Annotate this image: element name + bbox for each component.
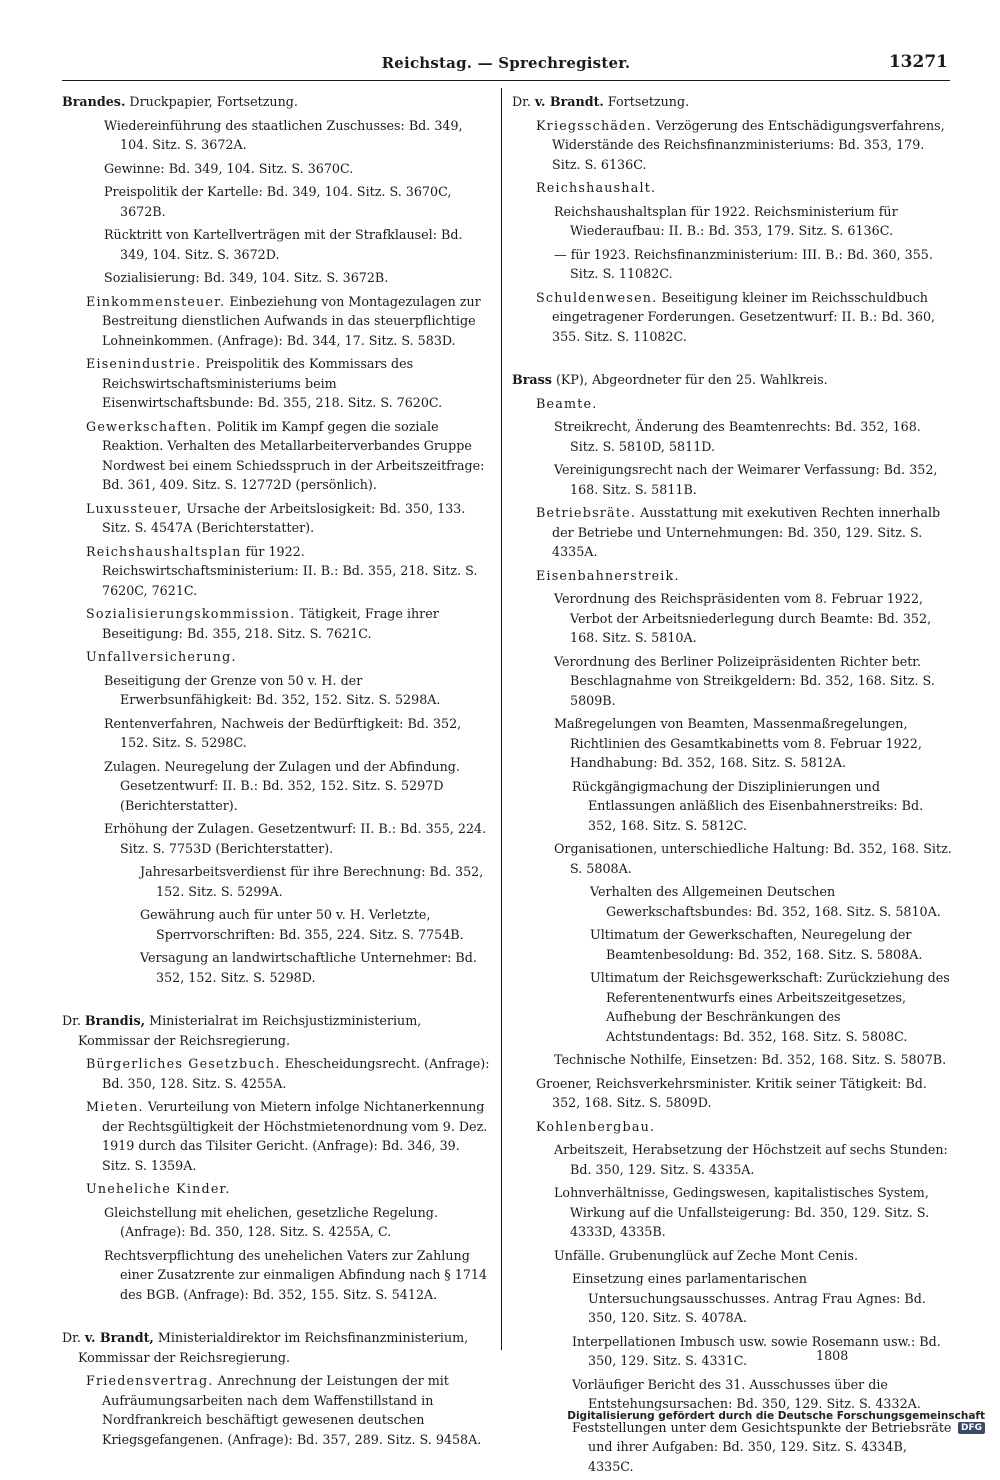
entry-text: Maßregelungen von Beamten, Massenmaßregelungen, Richtlinien des Gesamtkabinetts vom 8. Februar 1922, Handhabung: Bd. 352, 168. Sitz. S. 5812A.: [554, 716, 922, 770]
index-entry: [62, 417, 492, 495]
entry-text: Wiedereinführung des staatlichen Zuschusses: Bd. 349, 104. Sitz. S. 3672A.: [104, 117, 463, 152]
index-entry: [512, 777, 952, 836]
index-entry: [512, 589, 952, 648]
index-entry: [62, 1054, 492, 1093]
column-divider: [501, 88, 502, 1350]
index-entry: [62, 1097, 492, 1175]
topic-label: Einkommensteuer.: [86, 293, 226, 309]
entry-text: Gleichstellung mit ehelichen, gesetzliche Regelung. (Anfrage): Bd. 350, 128. Sitz. S. 4255A, C.: [104, 1204, 438, 1239]
entry-text: Einbeziehung von Montagezulagen zur Bestreitung dienstlichen Aufwands in das steuerpflichtige Lohneinkommen. (Anfrage): Bd. 344, 17. Sitz. S. 583D.: [102, 293, 481, 348]
entry-text: Politik im Kampf gegen die soziale Reaktion. Verhalten des Metallarbeiterverbandes Gruppe Nordwest bei einem Schiedsspruch in der Arbeitszeitfrage: Bd. 361, 409. Sitz. S. 12772D (persönlich).: [102, 418, 485, 492]
entry-text: — für 1923. Reichsfinanzministerium: III. B.: Bd. 360, 355. Sitz. S. 11082C.: [554, 246, 933, 281]
page-number: 13271: [888, 52, 948, 72]
entry-text: für 1922. Reichswirtschaftsministerium: II. B.: Bd. 355, 218. Sitz. S. 7620C, 7621C.: [102, 543, 478, 598]
entry-text: Ausstattung mit exekutiven Rechten innerhalb der Betriebe und Unternehmungen: Bd. 350, 129. Sitz. S. 4335A.: [552, 505, 941, 559]
entry-text: Technische Nothilfe, Einsetzen: Bd. 352, 168. Sitz. S. 5807B.: [554, 1052, 947, 1067]
entry-text: Organisationen, unterschiedliche Haltung: Bd. 352, 168. Sitz. S. 5808A.: [554, 841, 952, 876]
topic-label: Betriebsräte.: [536, 505, 637, 520]
index-entry: [62, 292, 492, 351]
topic-label: Luxussteuer,: [86, 500, 183, 516]
entry-text: Ultimatum der Reichsgewerkschaft: Zurückziehung des Referentenentwurfs eines Arbeitszeitgesetzes, Aufhebung der Beschränkungen des Achtstundentags: Bd. 352, 168. Sitz. S. 5808C.: [590, 970, 950, 1044]
person-name: v. Brandt,: [84, 1330, 154, 1345]
entry-text: Verordnung des Berliner Polizeipräsidenten Richter betr. Beschlagnahme von Streikgeldern: Bd. 352, 168. Sitz. S. 5809B.: [554, 653, 935, 708]
entry-text: Groener, Reichsverkehrsminister. Kritik seiner Tätigkeit: Bd. 352, 168. Sitz. S. 5809D.: [536, 1075, 927, 1110]
index-entry: [62, 182, 492, 221]
entry-text: Streikrecht, Änderung des Beamtenrechts: Bd. 352, 168. Sitz. S. 5810D, 5811D.: [554, 419, 921, 454]
index-entry: [62, 354, 492, 413]
index-entry: [512, 1332, 952, 1371]
entry-text: Anrechnung der Leistungen der mit Aufräumungsarbeiten nach dem Waffenstillstand in Nordfrankreich beschäftigt gewesenen deutschen Kriegsgefangenen. (Anfrage): Bd. 357, 289. Sitz. S. 9458A.: [102, 1373, 482, 1447]
entry-text: Verhalten des Allgemeinen Deutschen Gewerkschaftsbundes: Bd. 352, 168. Sitz. S. 5810A.: [590, 884, 941, 919]
entry-text: Gewährung auch für unter 50 v. H. Verletzte, Sperrvorschriften: Bd. 355, 224. Sitz. S. 7754B.: [140, 907, 464, 942]
index-entry: [512, 288, 952, 347]
index-entry: [512, 1074, 952, 1113]
index-entry: [62, 159, 492, 179]
topic-label: Reichshaushaltsplan: [86, 543, 242, 559]
entry-text: Ministerialdirektor im Reichsfinanzministerium, Kommissar der Reichsregierung.: [78, 1330, 469, 1365]
name-prefix: Dr.: [512, 94, 531, 109]
index-heading: [62, 1011, 492, 1050]
index-entry: [62, 1246, 492, 1305]
entry-text: Ehescheidungsrecht. (Anfrage): Bd. 350, 128. Sitz. S. 4255A.: [102, 1056, 490, 1091]
index-entry: [62, 905, 492, 944]
index-entry: [62, 604, 492, 643]
index-entry: [512, 925, 952, 964]
entry-text: Ministerialrat im Reichsjustizministerium, Kommissar der Reichsregierung.: [78, 1013, 422, 1048]
entry-text: Erhöhung der Zulagen. Gesetzentwurf: II. B.: Bd. 355, 224. Sitz. S. 7753D (Berichterstatter).: [104, 821, 487, 856]
person-name: Brass: [512, 372, 552, 387]
name-prefix: Dr.: [62, 1330, 81, 1345]
entry-text: Beseitigung kleiner im Reichsschuldbuch eingetragener Forderungen. Gesetzentwurf: II. B.: Bd. 360, 355. Sitz. S. 11082C.: [552, 289, 936, 344]
index-entry: [512, 1269, 952, 1328]
index-entry: [62, 647, 492, 667]
index-entry: [512, 202, 952, 241]
entry-text: Fortsetzung.: [607, 94, 690, 109]
index-entry: [512, 882, 952, 921]
index-entry: [512, 652, 952, 711]
entry-text: Rückgängigmachung der Disziplinierungen und Entlassungen anläßlich des Eisenbahnerstreiks: Bd. 352, 168. Sitz. S. 5812C.: [572, 778, 924, 833]
topic-label: Unfallversicherung.: [86, 649, 237, 664]
topic-label: Kriegsschäden.: [536, 117, 652, 133]
entry-text: Ursache der Arbeitslosigkeit: Bd. 350, 133. Sitz. S. 4547A (Berichterstatter).: [102, 500, 466, 535]
entry-text: Zulagen. Neuregelung der Zulagen und der Abfindung. Gesetzentwurf: II. B.: Bd. 352, 152. Sitz. S. 5297D (Berichterstatter).: [104, 758, 460, 813]
entry-text: Feststellungen unter dem Gesichtspunkte der Betriebsräte und ihrer Aufgaben: Bd. 350, 129. Sitz. S. 4334B, 4335C.: [572, 1419, 952, 1474]
index-entry: [512, 503, 952, 562]
footer: [560, 1410, 985, 1434]
index-entry: [512, 839, 952, 878]
entry-text: Vorläufiger Bericht des 31. Ausschusses über die Entstehungsursachen: Bd. 350, 129. Sitz. S. 4332A.: [572, 1376, 921, 1411]
entry-text: Jahresarbeitsverdienst für ihre Berechnung: Bd. 352, 152. Sitz. S. 5299A.: [140, 864, 484, 899]
topic-label: Eisenindustrie.: [86, 356, 202, 371]
index-entry: [512, 1050, 952, 1070]
index-entry: [512, 566, 952, 586]
index-entry: [62, 714, 492, 753]
bottom-number: 1808: [816, 1348, 849, 1363]
index-entry: [512, 714, 952, 773]
entry-text: Verurteilung von Mietern infolge Nichtanerkennung der Rechtsgültigkeit der Höchstmietenordnung vom 9. Dez. 1919 durch das Tilsiter Gericht. (Anfrage): Bd. 346, 39. Sitz. S. 1359A.: [102, 1099, 488, 1173]
index-entry: [512, 460, 952, 499]
entry-text: Druckpapier, Fortsetzung.: [129, 94, 298, 109]
topic-label: Gewerkschaften.: [86, 418, 213, 434]
topic-label: Friedensvertrag.: [86, 1373, 214, 1388]
index-heading: [512, 92, 952, 112]
index-heading: [62, 1328, 492, 1367]
topic-label: Kohlenbergbau.: [536, 1118, 656, 1134]
person-name: Brandis,: [84, 1013, 146, 1028]
entry-text: Gewinne: Bd. 349, 104. Sitz. S. 3670C.: [104, 160, 354, 176]
person-name: Brandes.: [62, 94, 126, 109]
right-column: [512, 92, 952, 1480]
name-prefix: Dr.: [62, 1013, 81, 1028]
topic-label: Uneheliche Kinder.: [86, 1181, 231, 1196]
index-entry: [512, 394, 952, 414]
index-entry: [512, 245, 952, 284]
entry-text: Beseitigung der Grenze von 50 v. H. der Erwerbsunfähigkeit: Bd. 352, 152. Sitz. S. 5298A.: [104, 672, 441, 707]
topic-label: Schuldenwesen.: [536, 289, 658, 305]
index-entry: [512, 417, 952, 456]
index-entry: [512, 1183, 952, 1242]
entry-text: Ultimatum der Gewerkschaften, Neuregelung der Beamtenbesoldung: Bd. 352, 168. Sitz. S. 5808A.: [590, 927, 923, 962]
person-name: v. Brandt.: [534, 94, 604, 109]
entry-text: Reichshaushaltsplan für 1922. Reichsministerium für Wiederaufbau: II. B.: Bd. 353, 179. Sitz. S. 6136C.: [554, 203, 898, 238]
index-entry: [62, 268, 492, 288]
entry-text: Versagung an landwirtschaftliche Unternehmer: Bd. 352, 152. Sitz. S. 5298D.: [140, 950, 477, 985]
topic-label: Bürgerliches Gesetzbuch.: [86, 1056, 281, 1071]
index-entry: [512, 1140, 952, 1179]
entry-text: Unfälle. Grubenunglück auf Zeche Mont Cenis.: [554, 1247, 859, 1263]
index-entry: [62, 1371, 492, 1449]
topic-label: Beamte.: [536, 395, 598, 411]
entry-text: Arbeitszeit, Herabsetzung der Höchstzeit auf sechs Stunden: Bd. 350, 129. Sitz. S. 4335A.: [554, 1142, 948, 1177]
entry-text: Preispolitik der Kartelle: Bd. 349, 104. Sitz. S. 3670C, 3672B.: [104, 184, 452, 219]
entry-text: Interpellationen Imbusch usw. sowie Rosemann usw.: Bd. 350, 129. Sitz. S. 4331C.: [572, 1333, 941, 1368]
index-entry: [62, 671, 492, 710]
entry-text: (KP), Abgeordneter für den 25. Wahlkreis.: [555, 372, 828, 387]
index-entry: [62, 1179, 492, 1199]
entry-text: Sozialisierung: Bd. 349, 104. Sitz. S. 3672B.: [104, 270, 389, 285]
running-head: Reichstag. — Sprechregister.: [381, 54, 631, 72]
index-entry: [62, 1203, 492, 1242]
index-entry: [512, 116, 952, 175]
index-entry: [512, 178, 952, 198]
topic-label: Sozialisierungskommission.: [86, 606, 296, 621]
entry-text: Verordnung des Reichspräsidenten vom 8. Februar 1922, Verbot der Arbeitsniederlegung durch Beamte: Bd. 352, 168. Sitz. S. 5810A.: [554, 591, 932, 645]
entry-text: Tätigkeit, Frage ihrer Beseitigung: Bd. 355, 218. Sitz. S. 7621C.: [102, 606, 439, 641]
index-entry: [512, 968, 952, 1046]
index-entry: [62, 862, 492, 901]
entry-text: Einsetzung eines parlamentarischen Untersuchungsausschusses. Antrag Frau Agnes: Bd. 350, 120. Sitz. S. 4078A.: [572, 1271, 926, 1325]
topic-label: Eisenbahnerstreik.: [536, 567, 680, 583]
index-entry: [512, 1117, 952, 1137]
index-entry: [62, 499, 492, 538]
index-heading: [512, 370, 952, 390]
index-entry: [512, 1375, 952, 1414]
footer-text: Digitalisierung gefördert durch die Deutsche Forschungsgemeinschaft: [567, 1410, 985, 1422]
index-entry: [62, 116, 492, 155]
topic-label: Reichshaushalt.: [536, 180, 657, 195]
entry-text: Lohnverhältnisse, Gedingswesen, kapitalistisches System, Wirkung auf die Unfallsteigerung: Bd. 350, 129. Sitz. S. 4333D, 4335B.: [554, 1185, 930, 1239]
dfg-logo-icon: DFG: [958, 1422, 985, 1434]
entry-text: Rechtsverpflichtung des unehelichen Vaters zur Zahlung einer Zusatzrente zur einmaligen Abfindung nach § 1714 des BGB. (Anfrage): Bd. 352, 155. Sitz. S. 5412A.: [104, 1247, 488, 1302]
entry-text: Preispolitik des Kommissars des Reichswirtschaftsministeriums beim Eisenwirtschaftsbunde: Bd. 355, 218. Sitz. S. 7620C.: [102, 356, 443, 410]
index-entry: [62, 225, 492, 264]
left-column: [62, 92, 492, 1453]
entry-text: Vereinigungsrecht nach der Weimarer Verfassung: Bd. 352, 168. Sitz. S. 5811B.: [554, 462, 938, 497]
index-entry: [512, 1246, 952, 1266]
entry-text: Verzögerung des Entschädigungsverfahrens, Widerstände des Reichsfinanzministeriums: Bd. 353, 179. Sitz. S. 6136C.: [552, 117, 945, 172]
index-entry: [62, 757, 492, 816]
index-entry: [62, 542, 492, 601]
entry-text: Rücktritt von Kartellverträgen mit der Strafklausel: Bd. 349, 104. Sitz. S. 3672D.: [104, 227, 463, 262]
index-entry: [62, 819, 492, 858]
page-header: [62, 50, 950, 81]
entry-text: Rentenverfahren, Nachweis der Bedürftigkeit: Bd. 352, 152. Sitz. S. 5298C.: [104, 715, 462, 750]
topic-label: Mieten.: [86, 1099, 144, 1114]
index-heading: [62, 92, 492, 112]
index-entry: [62, 948, 492, 987]
